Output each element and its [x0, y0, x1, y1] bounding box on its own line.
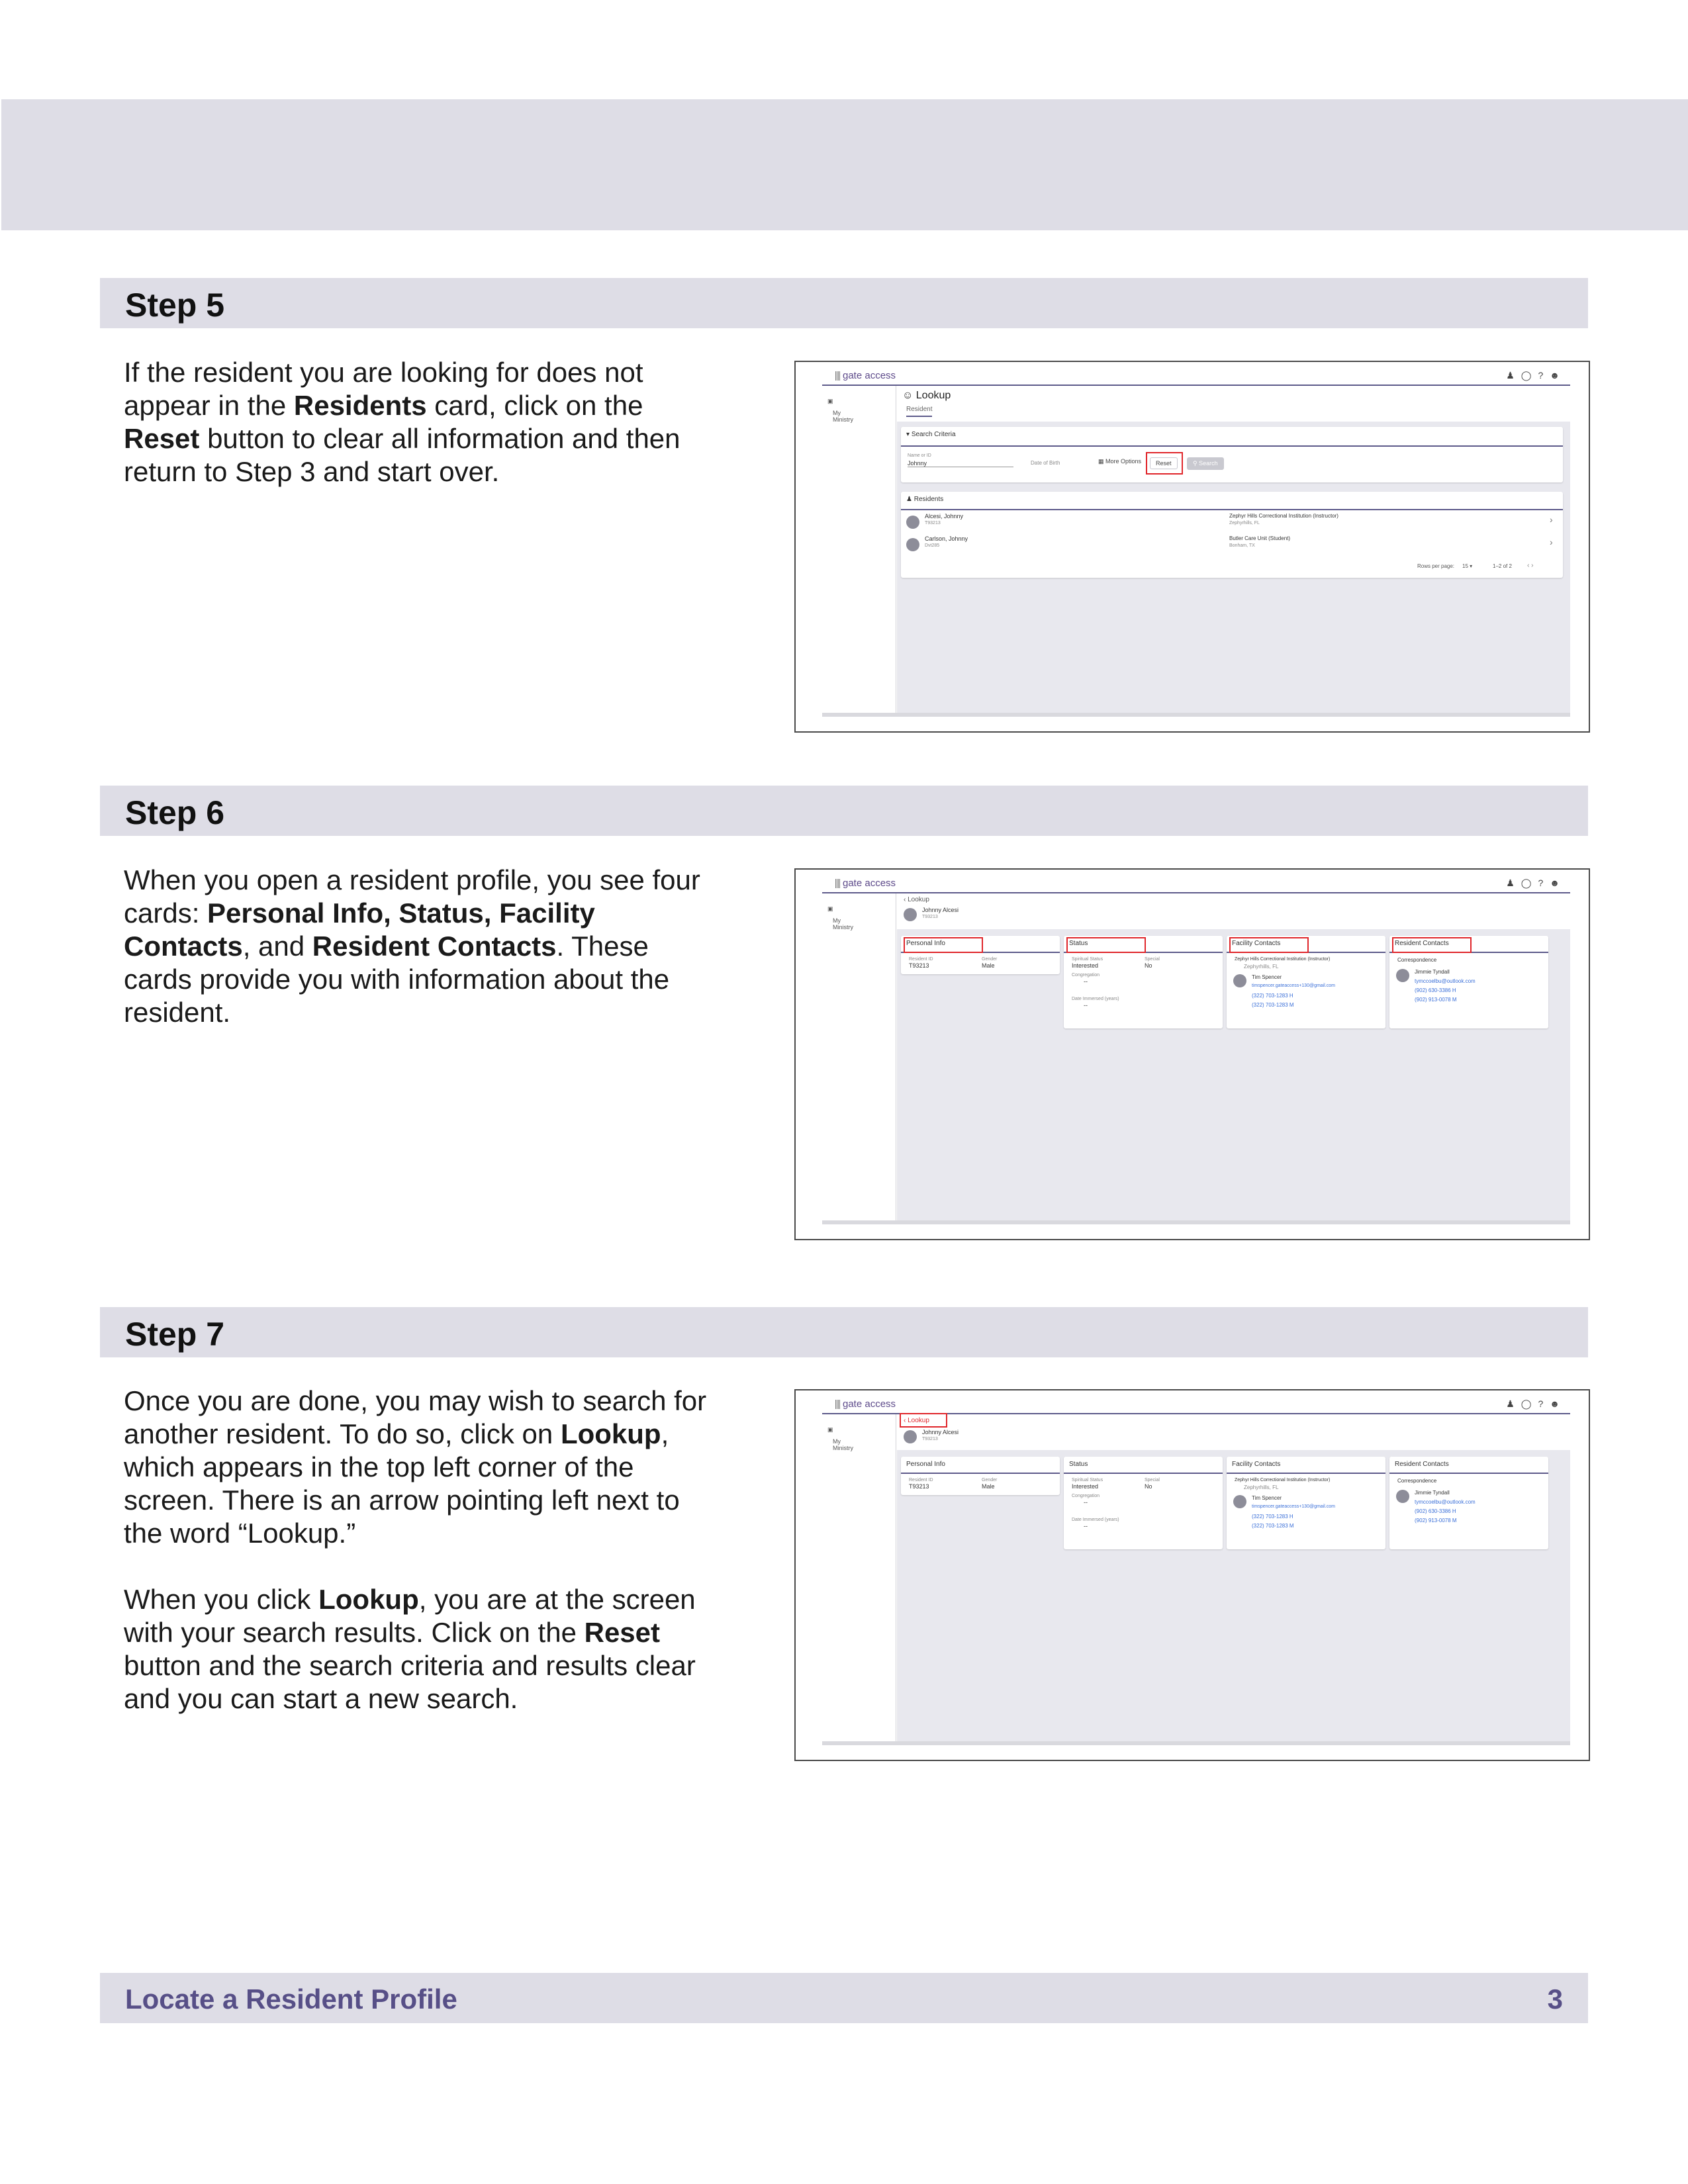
avatar — [906, 538, 919, 551]
avatar — [906, 516, 919, 529]
step-6-title: Step 6 — [125, 794, 225, 831]
rows-per-page-select[interactable]: 15 ▾ — [1462, 563, 1473, 569]
step-5-screenshot — [794, 361, 1590, 733]
status-card: Status Spiritual Status Interested Special No Congregation -- Date Immersed (years) -- — [1064, 936, 1223, 1028]
back-to-lookup-link[interactable]: ‹ Lookup — [904, 896, 929, 903]
reset-highlight — [1146, 452, 1183, 475]
footer — [100, 1973, 1588, 2023]
page-title: ☺ Lookup — [902, 390, 951, 401]
account-icon: ☻ — [1550, 370, 1566, 381]
sidebar-item-my-ministry[interactable]: ▣ My Ministry — [827, 398, 853, 423]
avatar — [904, 908, 917, 921]
chevron-right-icon: › — [1550, 537, 1553, 547]
search-criteria-heading[interactable]: ▾ Search Criteria — [906, 431, 956, 438]
help-icon: ? — [1538, 370, 1550, 381]
step-5-text: If the resident you are looking for does not appear in the Residents card, click on the Reset button to clear all information and then return to Step 3 and start over. — [124, 357, 680, 487]
header-icons[interactable]: ♟◯?☻ — [1506, 1398, 1566, 1409]
app-header — [822, 369, 1570, 386]
step-7-header — [100, 1307, 1588, 1357]
step-5-title: Step 5 — [125, 287, 225, 324]
residents-heading: ♟ Residents — [906, 496, 944, 503]
main-area — [897, 386, 1570, 717]
reset-button[interactable]: Reset — [1150, 457, 1178, 469]
facility-contacts-card: Facility Contacts Zephyr Hills Correctional Institution (Instructor) Zephyrhills, FL Tim Spencer timspencer.gateaccess+130@gmail.com (322) 703-1283 H (322) 703-1283 M — [1227, 936, 1385, 1028]
name-input[interactable]: Johnny — [908, 460, 1013, 467]
pagination-arrows[interactable]: ‹ › — [1527, 562, 1534, 569]
lookup-highlight — [900, 1413, 947, 1428]
users-icon: ♟ — [1506, 370, 1521, 381]
gate-access-logo: gate access — [835, 1398, 896, 1410]
header-band — [1, 99, 1688, 230]
resident-contacts-card: Resident Contacts Correspondence Jimmie Tyndall tymccoelbu@outlook.com (902) 630-3386 H (902) 913-0078 M — [1389, 1457, 1548, 1549]
facility-contacts-card: Facility Contacts Zephyr Hills Correctional Institution (Instructor) Zephyrhills, FL Tim Spencer timspencer.gateaccess+130@gmail.com (322) 703-1283 H (322) 703-1283 M — [1227, 1457, 1385, 1549]
footer-title: Locate a Resident Profile — [125, 1983, 457, 2015]
step-7-screenshot: gate access ♟◯?☻ ▣ My Ministry ‹ Lookup Johnny Alcesi T93213 Personal Info Resident ID T93213 Gender Male Status Spiritual Status Interested Special No Congregation -- Date Immersed (years) -- Facility Contacts Zephyr Hills Correctional Institution (Instructor) Zephyrhills, FL Tim Spencer timspencer.gateaccess+130@gmail.com (322) 703-1283 H (322) 703-1283 M Resident Contacts Correspondence Jimmie Tyndall tymccoelbu@outlook.com (902) 630-3386 H (902) 913-0078 M — [794, 1389, 1590, 1761]
personal-info-card: Personal Info Resident ID T93213 Gender Male — [901, 936, 1060, 974]
gate-access-logo: gate access — [835, 878, 896, 889]
back-to-lookup-link[interactable]: ‹ Lookup — [904, 1417, 929, 1424]
step-6-text: When you open a resident profile, you see four cards: Personal Info, Status, Facility Contacts, and Resident Contacts. These cards provide you with information about the resident. — [124, 864, 700, 1028]
residents-card: ♟ Residents Alcesi, Johnny T93213 Zephyr Hills Correctional Institution (Instructor) Zephyrhills, FL › Carlson, Johnny Dvt285 Butler Care Unit (Student) Bonham, TX › Rows per page: 15 ▾ 1–2 of 2 ‹ › — [901, 492, 1563, 578]
step-7-text: Once you are done, you may wish to search for another resident. To do so, click on Lookup, which appears in the top left corner of the screen. There is an arrow pointing left next to the word “Lookup.” When you click Lookup, you are at the screen with your search results. Click on the Reset button and the search criteria and results clear and you can start a new search. — [124, 1385, 707, 1714]
gate-access-logo: gate access — [835, 370, 896, 381]
sidebar-item-my-ministry[interactable]: ▣ My Ministry — [827, 905, 853, 931]
tab-resident[interactable]: Resident — [906, 406, 932, 417]
step-6-header — [100, 786, 1588, 836]
header-icons[interactable]: ♟◯?☻ — [1506, 878, 1566, 888]
sidebar-item-my-ministry[interactable]: ▣ My Ministry — [827, 1426, 853, 1451]
sidebar — [822, 386, 896, 717]
step-7-title: Step 7 — [125, 1316, 225, 1353]
page-number: 3 — [1547, 1983, 1563, 2015]
resident-contacts-card: Resident Contacts Correspondence Jimmie Tyndall tymccoelbu@outlook.com (902) 630-3386 H (902) 913-0078 M — [1389, 936, 1548, 1028]
dob-input[interactable]: Date of Birth — [1031, 460, 1060, 466]
chevron-right-icon: › — [1550, 514, 1553, 525]
more-options-button[interactable]: ▦ More Options — [1093, 456, 1147, 467]
status-card: Status Spiritual Status Interested Special No Congregation -- Date Immersed (years) -- — [1064, 1457, 1223, 1549]
bell-icon: ◯ — [1521, 370, 1538, 381]
personal-info-card: Personal Info Resident ID T93213 Gender Male — [901, 1457, 1060, 1495]
header-icons[interactable] — [1506, 370, 1566, 381]
step-6-screenshot: gate access ♟◯?☻ ▣ My Ministry ‹ Lookup Johnny Alcesi T93213 Personal Info Resident ID T93213 Gender Male Status Spiritual Status Interested Special No Congregation -- Date Immersed (years) -- Facility Contacts Zephyr Hills Correctional Institution (Instructor) Zephyrhills, FL Tim Spencer timspencer.gateaccess+130@gmail.com (322) 703-1283 H (322) 703-1283 M Resident Contacts Correspondence Jimmie Tyndall tymccoelbu@outlook.com (902) 630-3386 H (902) 913-0078 M — [794, 868, 1590, 1240]
step-5-header — [100, 278, 1588, 328]
search-criteria-card: ▾ Search Criteria Name or ID Johnny Date of Birth ▦ More Options Reset ⚲ Search — [901, 427, 1563, 482]
search-button[interactable]: ⚲ Search — [1187, 457, 1224, 470]
